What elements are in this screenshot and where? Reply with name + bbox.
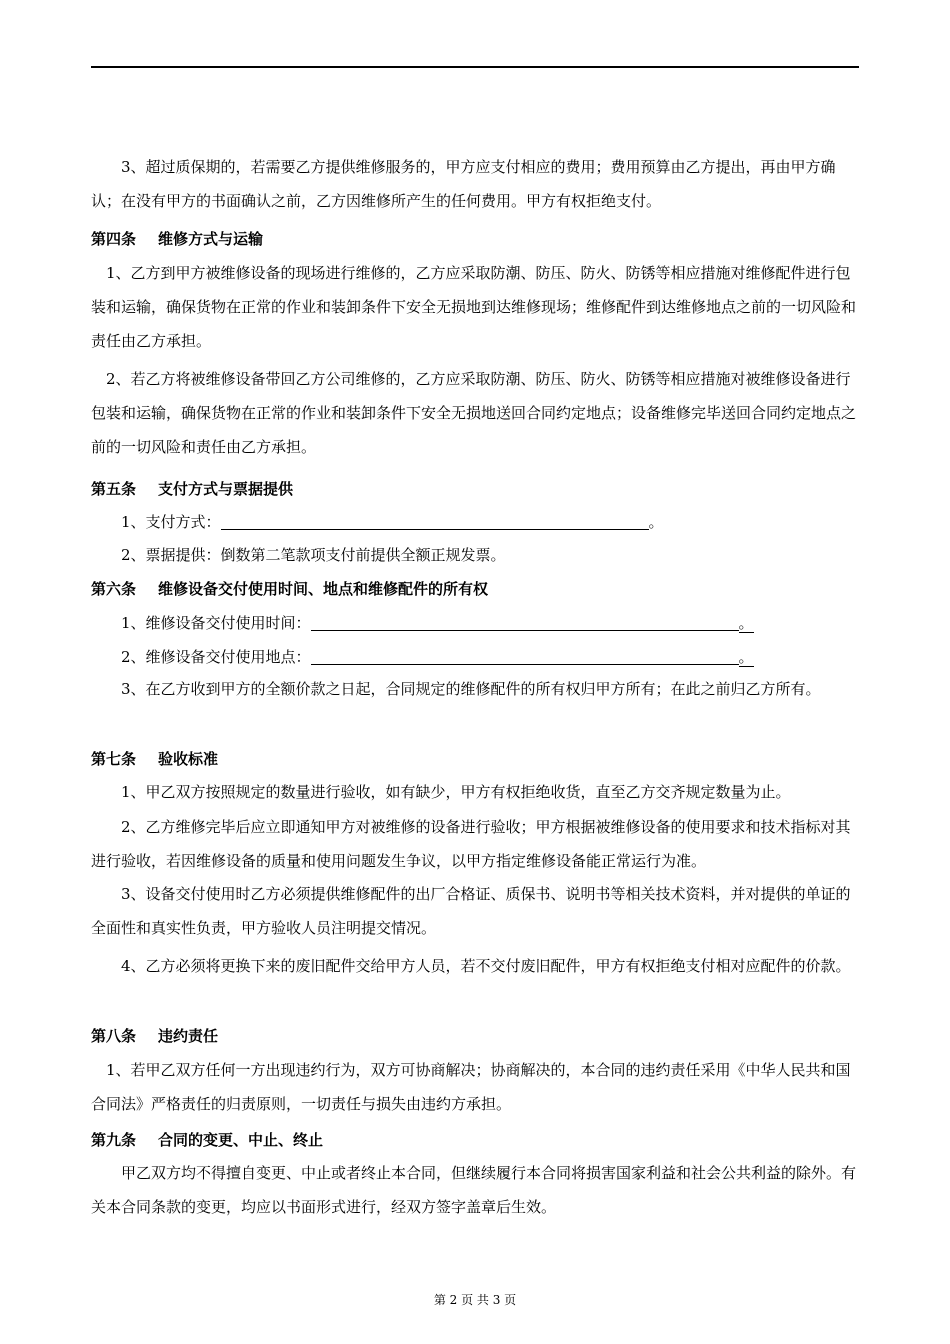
section-number: 第五条	[91, 480, 137, 498]
section-7-item-2: 2、乙方维修完毕后应立即通知甲方对被维修的设备进行验收；甲方根据被维修设备的使用要求和技术指标对其进行验收，若因维修设备的质量和使用问题发生争议，以甲方指定维修设备能正常运行为准。	[91, 818, 851, 870]
payment-method-blank[interactable]	[221, 511, 649, 530]
section-9-paragraph: 甲乙双方均不得擅自变更、中止或者终止本合同，但继续履行本合同将损害国家利益和社会公共利益的除外。有关本合同条款的变更，均应以书面形式进行，经双方签字盖章后生效。	[91, 1164, 857, 1216]
section-4-heading	[91, 222, 263, 256]
section-4-item-2: 2、若乙方将被维修设备带回乙方公司维修的，乙方应采取防潮、防压、防火、防锈等相应措施对被维修设备进行包装和运输，确保货物在正常的作业和装卸条件下安全无损地送回合同约定地点；设备维修完毕送回合同约定地点之前的一切风险和责任由乙方承担。	[91, 370, 857, 456]
section-number: 第八条	[91, 1027, 137, 1045]
section-title: 违约责任	[158, 1027, 219, 1045]
page-number: 第 2 页 共 3 页	[433, 1293, 517, 1307]
payment-method-line	[121, 505, 664, 539]
clause-3-paragraph: 3、超过质保期的，若需要乙方提供维修服务的，甲方应支付相应的费用；费用预算由乙方提出，再由甲方确认；在没有甲方的书面确认之前，乙方因维修所产生的任何费用。甲方有权拒绝支付。	[91, 158, 836, 210]
delivery-time-blank[interactable]	[311, 612, 739, 631]
delivery-time-line	[121, 606, 754, 640]
section-title: 维修设备交付使用时间、地点和维修配件的所有权	[158, 580, 489, 598]
delivery-place-line	[121, 640, 754, 674]
section-7-item-3: 3、设备交付使用时乙方必须提供维修配件的出厂合格证、质保书、说明书等相关技术资料，并对提供的单证的全面性和真实性负责，甲方验收人员注明提交情况。	[91, 885, 851, 937]
section-8-heading	[91, 1019, 218, 1053]
section-title: 验收标准	[158, 750, 219, 768]
delivery-place-label: 2、维修设备交付使用地点：	[121, 648, 311, 666]
section-7-item-4: 4、乙方必须将更换下来的废旧配件交给甲方人员，若不交付废旧配件，甲方有权拒绝支付相对应配件的价款。	[91, 957, 851, 975]
section-number: 第六条	[91, 580, 137, 598]
section-6-heading	[91, 572, 488, 606]
delivery-place-blank[interactable]	[311, 646, 739, 665]
section-4-item-1: 1、乙方到甲方被维修设备的现场进行维修的，乙方应采取防潮、防压、防火、防锈等相应措施对维修配件进行包装和运输，确保货物在正常的作业和装卸条件下安全无损地到达维修现场；维修配件到达维修地点之前的一切风险和责任由乙方承担。	[91, 264, 857, 350]
section-title: 支付方式与票据提供	[158, 480, 294, 498]
section-title: 维修方式与运输	[158, 230, 264, 248]
section-title: 合同的变更、中止、终止	[158, 1131, 324, 1149]
section-9-heading	[91, 1123, 323, 1157]
invoice-line: 2、票据提供：倒数第二笔款项支付前提供全额正规发票。	[121, 546, 506, 564]
section-7-heading	[91, 742, 218, 776]
header-rule	[91, 66, 859, 68]
section-8-item-1: 1、若甲乙双方任何一方出现违约行为，双方可协商解决；协商解决的，本合同的违约责任采用《中华人民共和国合同法》严格责任的归责原则，一切责任与损失由违约方承担。	[91, 1061, 851, 1113]
delivery-time-label: 1、维修设备交付使用时间：	[121, 614, 311, 632]
line-end: 。	[648, 513, 664, 531]
line-end: 。	[738, 614, 754, 632]
section-7-item-1: 1、甲乙双方按照规定的数量进行验收，如有缺少，甲方有权拒绝收货，直至乙方交齐规定数量为止。	[91, 783, 791, 801]
payment-method-label: 1、支付方式：	[121, 513, 221, 531]
section-number: 第四条	[91, 230, 137, 248]
line-end: 。	[738, 648, 754, 666]
section-5-heading	[91, 472, 293, 506]
section-number: 第七条	[91, 750, 137, 768]
section-6-item-3: 3、在乙方收到甲方的全额价款之日起，合同规定的维修配件的所有权归甲方所有；在此之前归乙方所有。	[91, 680, 821, 698]
section-number: 第九条	[91, 1131, 137, 1149]
